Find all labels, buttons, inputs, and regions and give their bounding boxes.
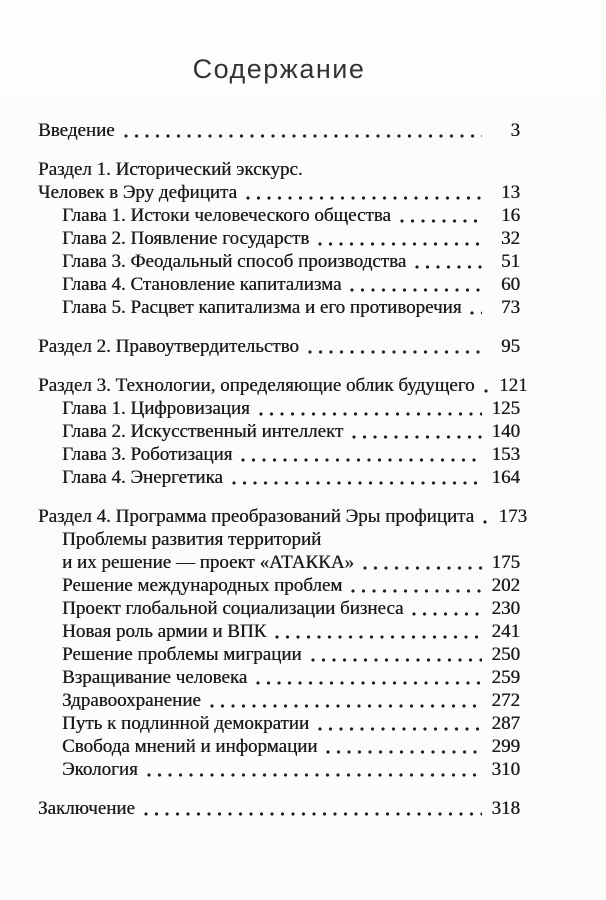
toc-line [38, 666, 520, 689]
toc-entry [38, 374, 528, 397]
dot-leader [350, 288, 482, 292]
toc-entry [38, 620, 520, 643]
toc-line [38, 528, 520, 551]
dot-leader [415, 265, 482, 269]
toc-line [38, 712, 520, 735]
dot-leader [246, 196, 482, 200]
toc-entry [38, 666, 520, 689]
dot-leader [483, 520, 489, 524]
toc-page-number: 318 [491, 798, 520, 819]
dot-leader [210, 704, 482, 708]
toc-entry-label: Раздел 3. Технологии, определяющие облик будущего [38, 375, 475, 396]
toc-entry-label: Глава 1. Цифровизация [62, 398, 250, 419]
toc-page-number: 140 [491, 421, 520, 442]
toc-line [38, 735, 520, 758]
toc-entry-label: Решение международных проблем [62, 575, 343, 596]
dot-leader [318, 242, 482, 246]
dot-leader [412, 612, 482, 616]
dot-leader [400, 219, 482, 223]
table-of-contents [38, 119, 528, 820]
toc-page-number: 310 [491, 759, 520, 780]
toc-entry [38, 735, 520, 758]
toc-entry-label: Раздел 1. Исторический экскурс. [38, 159, 303, 180]
toc-entry-label: Проблемы развития территорий [62, 529, 322, 550]
toc-entry [38, 797, 520, 820]
toc-page-number: 287 [491, 713, 520, 734]
dot-leader [256, 681, 482, 685]
toc-entry [38, 597, 520, 620]
toc-line [38, 335, 520, 358]
toc-entry [38, 397, 520, 420]
toc-line [38, 397, 520, 420]
toc-page-number: 173 [498, 506, 528, 527]
toc-entry-label: Введение [38, 120, 115, 141]
toc-entry-label: Экология [62, 759, 138, 780]
dot-leader [241, 458, 482, 462]
toc-page-number: 125 [491, 398, 520, 419]
dot-leader [232, 481, 482, 485]
toc-line [38, 597, 520, 620]
toc-page-number: 3 [510, 120, 520, 141]
toc-page-number: 202 [491, 575, 520, 596]
toc-line [38, 420, 520, 443]
toc-line [38, 158, 520, 181]
toc-page-number: 51 [501, 251, 520, 272]
dot-leader [124, 134, 482, 138]
toc-entry [38, 528, 520, 574]
toc-entry [38, 443, 520, 466]
dot-leader [352, 435, 482, 439]
toc-page-number: 272 [491, 690, 520, 711]
dot-leader [259, 412, 482, 416]
toc-line [38, 689, 520, 712]
toc-entry [38, 335, 520, 358]
toc-page-number: 121 [499, 375, 528, 396]
toc-page-number: 175 [491, 552, 520, 573]
toc-entry-label: Глава 3. Роботизация [62, 444, 233, 465]
toc-entry [38, 296, 520, 319]
toc-entry [38, 689, 520, 712]
toc-line [38, 374, 528, 397]
toc-entry [38, 119, 520, 142]
toc-entry-label: Свобода мнений и информации [62, 736, 318, 757]
toc-line [38, 758, 520, 781]
toc-entry [38, 643, 520, 666]
toc-entry [38, 204, 520, 227]
toc-page-number: 32 [501, 228, 520, 249]
toc-line [38, 466, 520, 489]
toc-line [38, 797, 520, 820]
dot-leader [484, 389, 490, 393]
toc-entry [38, 250, 520, 273]
dot-leader [470, 311, 482, 315]
toc-line [38, 250, 520, 273]
dot-leader [318, 727, 482, 731]
dot-leader [308, 350, 482, 354]
toc-entry-label: Взращивание человека [62, 667, 248, 688]
toc-entry [38, 273, 520, 296]
dot-leader [311, 658, 482, 662]
toc-line [38, 119, 520, 142]
toc-entry-label: Решение проблемы миграции [62, 644, 302, 665]
toc-page-number: 153 [491, 444, 520, 465]
toc-entry [38, 158, 520, 204]
toc-entry-label: Раздел 2. Правоутвердительство [38, 336, 299, 357]
toc-page-number: 13 [501, 182, 520, 203]
page-title: Содержание [192, 54, 366, 84]
toc-page-number: 95 [501, 336, 520, 357]
toc-page-number: 299 [491, 736, 520, 757]
dot-leader [363, 566, 482, 570]
toc-entry-label: Глава 4. Энергетика [62, 467, 223, 488]
toc-entry [38, 466, 520, 489]
toc-entry-label: Глава 2. Искусственный интеллект [62, 421, 344, 442]
toc-entry-label: Глава 4. Становление капитализма [62, 274, 342, 295]
toc-line [38, 574, 520, 597]
toc-entry-label: Заключение [38, 798, 135, 819]
toc-page-number: 230 [491, 598, 520, 619]
toc-line [38, 181, 520, 204]
toc-entry-label: Путь к подлинной демократии [62, 713, 310, 734]
toc-entry-label: Глава 5. Расцвет капитализма и его противоречия [62, 297, 462, 318]
toc-page-number: 60 [501, 274, 520, 295]
toc-line [38, 643, 520, 666]
toc-entry-label: Глава 2. Появление государств [62, 228, 310, 249]
dot-leader [351, 589, 482, 593]
toc-line [38, 273, 520, 296]
toc-entry-label: Здравоохранение [62, 690, 201, 711]
toc-entry-label: Глава 1. Истоки человеческого общества [62, 205, 391, 226]
dot-leader [275, 635, 482, 639]
toc-line [38, 443, 520, 466]
toc-entry [38, 758, 520, 781]
toc-line [38, 551, 520, 574]
toc-entry-label: Проект глобальной социализации бизнеса [62, 598, 404, 619]
toc-page-number: 259 [491, 667, 520, 688]
toc-line [38, 296, 520, 319]
toc-line [38, 204, 520, 227]
toc-entry [38, 227, 520, 250]
toc-page-number: 241 [491, 621, 520, 642]
toc-page-number: 164 [491, 467, 520, 488]
toc-page-number: 16 [501, 205, 520, 226]
toc-entry-label: Глава 3. Феодальный способ производства [62, 251, 407, 272]
toc-page-number: 73 [501, 297, 520, 318]
toc-entry [38, 574, 520, 597]
dot-leader [147, 773, 482, 777]
dot-leader [144, 812, 482, 816]
toc-entry-label: и их решение — проект «АТАККА» [62, 552, 354, 573]
toc-line [38, 227, 520, 250]
toc-entry [38, 420, 520, 443]
toc-line [38, 620, 520, 643]
dot-leader [326, 750, 482, 754]
toc-entry-label: Раздел 4. Программа преобразований Эры профицита [38, 506, 475, 527]
toc-entry [38, 505, 528, 528]
toc-entry [38, 712, 520, 735]
toc-page-number: 250 [491, 644, 520, 665]
toc-entry-label: Новая роль армии и ВПК [62, 621, 267, 642]
toc-entry-label: Человек в Эру дефицита [38, 182, 237, 203]
toc-line [38, 505, 528, 528]
